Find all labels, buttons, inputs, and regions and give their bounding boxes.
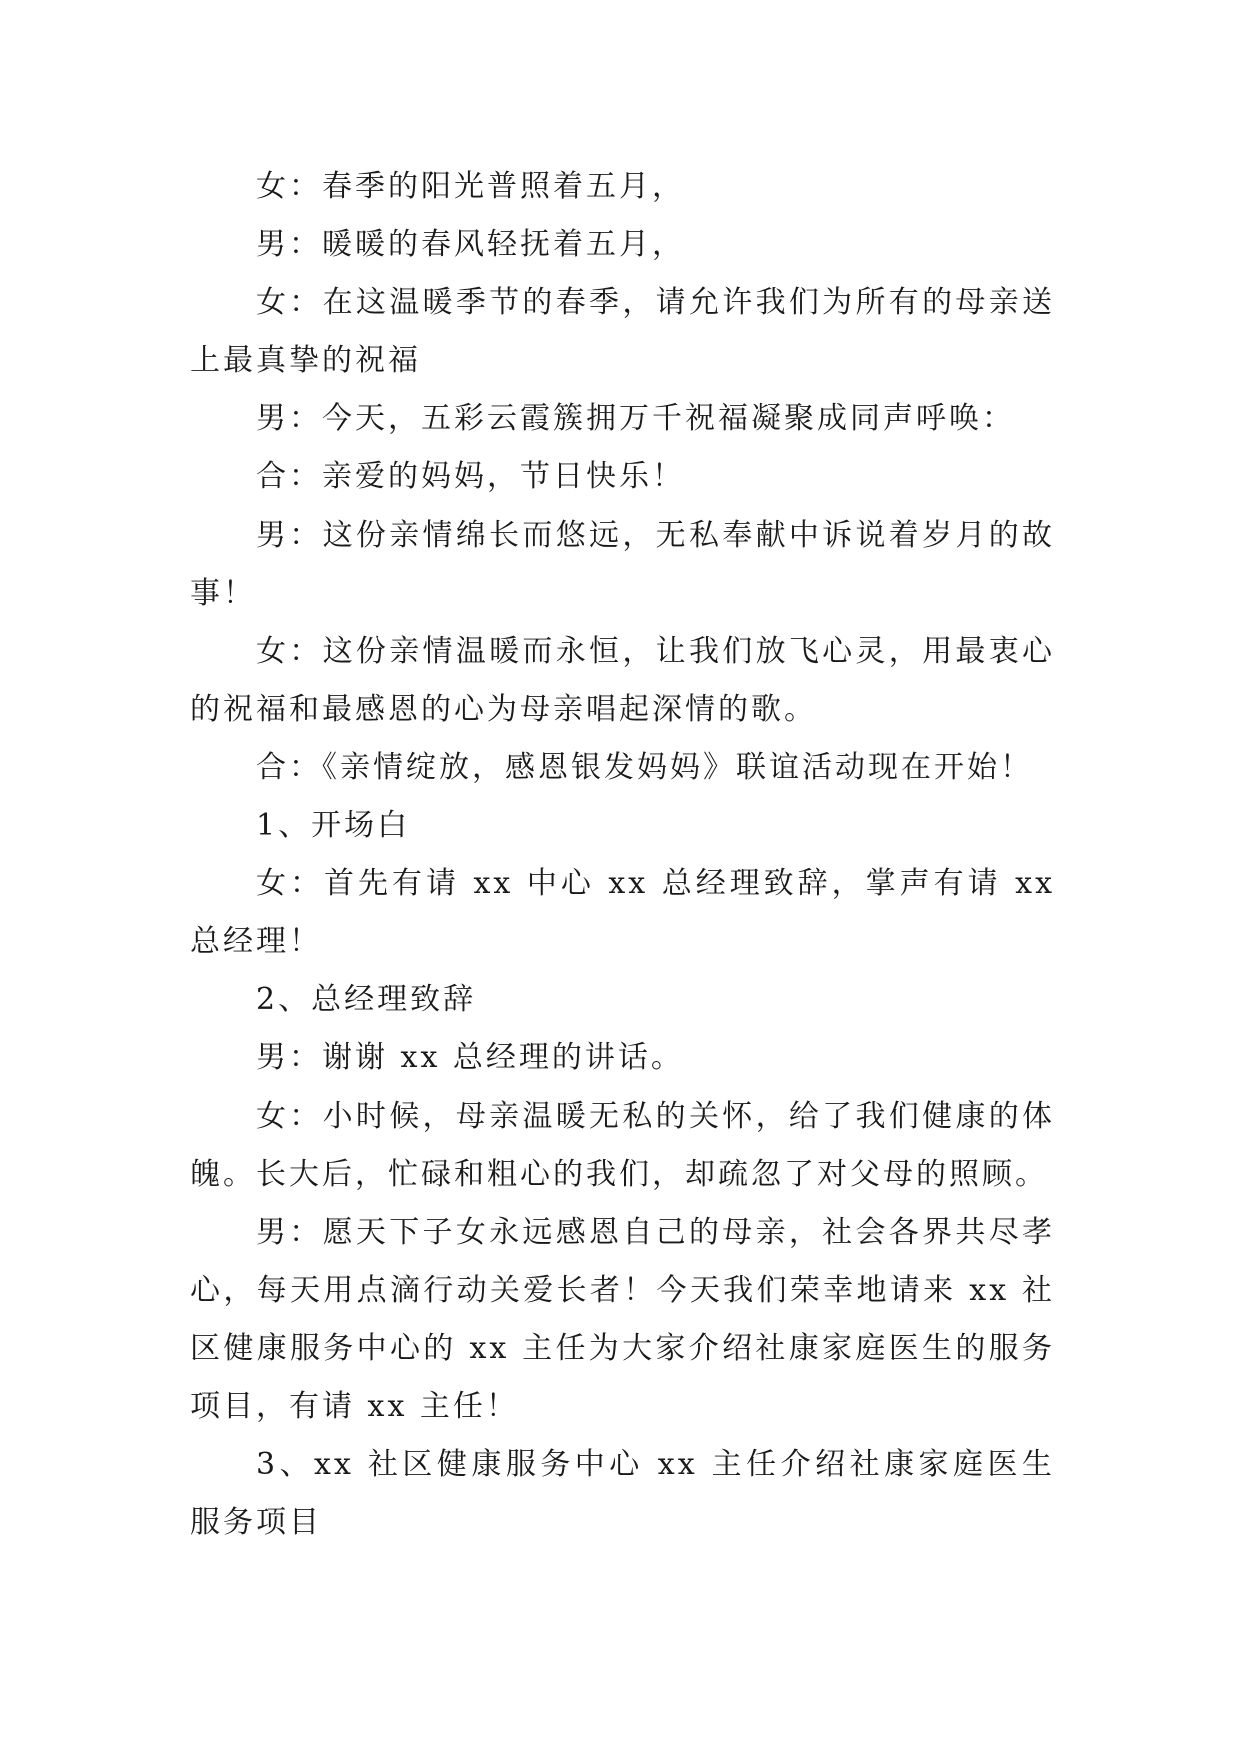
paragraph: 男：今天，五彩云霞簇拥万千祝福凝聚成同声呼唤：: [256, 401, 1015, 437]
section-heading: 2、总经理致辞: [256, 982, 477, 1018]
paragraph: 合：《亲情绽放，感恩银发妈妈》联谊活动现在开始！: [256, 749, 1033, 785]
paragraph: 合：亲爱的妈妈，节日快乐！: [256, 459, 685, 495]
paragraph: 女：首先有请 xx 中心 xx 总经理致辞，掌声有请 xx 总经理！: [190, 866, 1055, 960]
paragraph: 女：在这温暖季节的春季，请允许我们为所有的母亲送上最真挚的祝福: [190, 285, 1055, 379]
document-body: [190, 158, 1055, 1552]
paragraph: 女：这份亲情温暖而永恒，让我们放飞心灵，用最衷心的祝福和最感恩的心为母亲唱起深情的歌。: [190, 633, 1055, 727]
paragraph: 男：暖暖的春风轻抚着五月，: [256, 227, 685, 263]
section-heading: 1、开场白: [256, 808, 411, 844]
paragraph: 男：谢谢 xx 总经理的讲话。: [256, 1040, 684, 1076]
paragraph: 男：愿天下子女永远感恩自己的母亲，社会各界共尽孝心，每天用点滴行动关爱长者！今天我们荣幸地请来 xx 社区健康服务中心的 xx 主任为大家介绍社康家庭医生的服务项目，有请 xx 主任！: [190, 1214, 1055, 1424]
paragraph: 男：这份亲情绵长而悠远，无私奉献中诉说着岁月的故事！: [190, 517, 1055, 611]
section-heading: 3、xx 社区健康服务中心 xx 主任介绍社康家庭医生服务项目: [190, 1447, 1055, 1541]
paragraph: 女：小时候，母亲温暖无私的关怀，给了我们健康的体魄。长大后，忙碌和粗心的我们，却疏忽了对父母的照顾。: [190, 1098, 1055, 1192]
paragraph: 女：春季的阳光普照着五月，: [256, 169, 685, 204]
